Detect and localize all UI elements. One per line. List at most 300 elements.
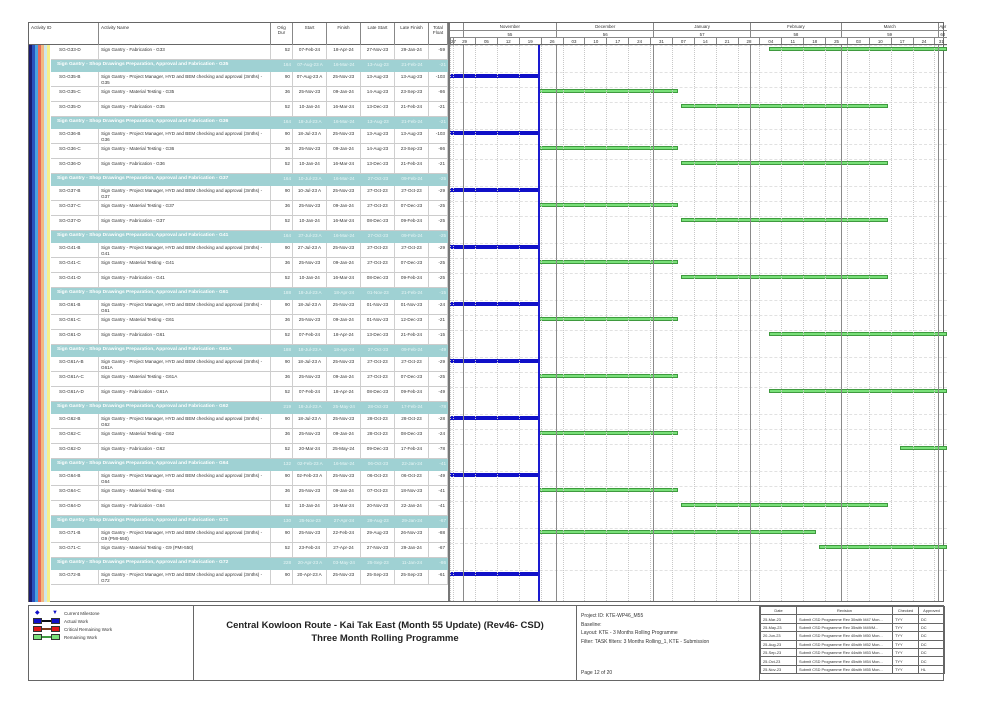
diamond-icon: ◆ bbox=[35, 610, 40, 616]
late-finish: 26-Nov-23 bbox=[395, 528, 429, 542]
late-finish: 09-Feb-24 bbox=[401, 347, 423, 352]
activity-row[interactable] bbox=[51, 129, 448, 144]
orig-dur: 90 bbox=[271, 243, 293, 257]
wbs-group-row[interactable] bbox=[51, 345, 448, 357]
finish-date: 09-Jan-24 bbox=[327, 372, 361, 386]
late-finish: 07-Dec-23 bbox=[395, 201, 429, 215]
timeline-week: 24 bbox=[628, 38, 650, 44]
month-gridline bbox=[841, 45, 842, 601]
remaining-work-bar[interactable] bbox=[538, 146, 679, 150]
gantt-row bbox=[450, 558, 947, 570]
wbs-group-row[interactable] bbox=[51, 60, 448, 72]
activity-row[interactable] bbox=[51, 87, 448, 102]
total-float: -21 bbox=[429, 102, 448, 116]
activity-name: Sign Gantry - Fabrication - G62 bbox=[99, 444, 271, 458]
wbs-group-row[interactable] bbox=[51, 174, 448, 186]
revision-row bbox=[761, 632, 945, 640]
revision-row bbox=[761, 623, 945, 631]
page-number: Page 12 of 20 bbox=[581, 669, 613, 676]
start-date: 18-Jul-23 A bbox=[293, 300, 327, 314]
late-finish: 22-Jan-24 bbox=[401, 461, 423, 466]
start-date: 10-Jan-24 bbox=[293, 102, 327, 116]
late-finish: 21-Feb-24 bbox=[395, 159, 429, 173]
wbs-group-row[interactable] bbox=[51, 402, 448, 414]
finish-date: 25-May-24 bbox=[333, 404, 355, 409]
timeline-week: 29 bbox=[453, 38, 475, 44]
revision-row bbox=[761, 657, 945, 665]
start-date: 18-Jul-23 A bbox=[298, 347, 322, 352]
start-date: 07-Feb-24 bbox=[293, 387, 327, 401]
late-start: 27-Oct-23 bbox=[361, 258, 395, 272]
orig-dur: 90 bbox=[271, 357, 293, 371]
activity-name: Sign Gantry - Project Manager, HYD and BEM checking and approval (3mths) - G64 bbox=[99, 471, 271, 485]
remaining-work-bar[interactable] bbox=[819, 545, 947, 549]
late-finish: 28-Oct-23 bbox=[395, 414, 429, 428]
schedule-sheet bbox=[28, 22, 947, 602]
week-gridline bbox=[563, 45, 564, 601]
total-float: -25 bbox=[429, 201, 448, 215]
total-float: -78 bbox=[439, 404, 446, 409]
milestone-icon bbox=[33, 610, 60, 616]
late-start: 27-Nov-23 bbox=[361, 543, 395, 557]
revision-checked: TYY bbox=[893, 632, 919, 640]
late-finish: 27-Oct-23 bbox=[395, 186, 429, 200]
col-activity-name[interactable]: Activity Name bbox=[99, 23, 271, 45]
col-orig-dur[interactable]: Orig Dur bbox=[271, 23, 293, 45]
total-float: -61 bbox=[429, 570, 448, 584]
late-finish: 06-Oct-23 bbox=[395, 471, 429, 485]
finish-date: 16-Mar-24 bbox=[327, 159, 361, 173]
activity-row[interactable] bbox=[51, 570, 448, 585]
finish-date: 16-Mar-24 bbox=[327, 273, 361, 287]
timeline-week: 26 bbox=[541, 38, 563, 44]
revision-revision: Submit CSD Programme Rev 44with M53 Mon... bbox=[797, 648, 893, 656]
late-start: 25-Sep-23 bbox=[367, 560, 389, 565]
finish-date: 25-May-24 bbox=[327, 444, 361, 458]
activity-row[interactable] bbox=[51, 72, 448, 87]
total-float: -103 bbox=[429, 129, 448, 143]
remaining-work-bar[interactable] bbox=[769, 47, 947, 51]
activity-row[interactable] bbox=[51, 243, 448, 258]
late-finish: 08-Dec-23 bbox=[395, 429, 429, 443]
finish-date: 16-Mar-24 bbox=[333, 233, 355, 238]
remaining-work-bar[interactable] bbox=[538, 530, 816, 534]
timeline-month: December bbox=[556, 23, 653, 30]
timeline-month-number: 56 bbox=[556, 31, 653, 37]
late-start: 13-Dec-23 bbox=[361, 330, 395, 344]
activity-id: SG-G64-C bbox=[51, 486, 99, 500]
late-finish: 13-Aug-23 bbox=[395, 72, 429, 86]
remaining-work-bar[interactable] bbox=[538, 89, 679, 93]
timeline-week: 03 bbox=[847, 38, 869, 44]
late-start: 29-Aug-23 bbox=[367, 518, 389, 523]
late-start: 27-Oct-23 bbox=[361, 201, 395, 215]
gantt-row bbox=[450, 402, 947, 414]
late-start: 01-Nov-23 bbox=[361, 315, 395, 329]
remaining-work-bar[interactable] bbox=[538, 431, 679, 435]
revision-revision: Submit CSD Programme Rev 40with M52 Mon... bbox=[797, 640, 893, 648]
start-date: 10-Jan-24 bbox=[293, 216, 327, 230]
late-finish: 25-Sep-23 bbox=[395, 570, 429, 584]
gantt-row bbox=[450, 429, 947, 444]
timeline-month: January bbox=[653, 23, 750, 30]
remaining-work-bar[interactable] bbox=[681, 161, 887, 165]
activity-name: Sign Gantry - Fabrication - G37 bbox=[99, 216, 271, 230]
orig-dur: 90 bbox=[271, 528, 293, 542]
activity-row[interactable] bbox=[51, 372, 448, 387]
activity-row[interactable] bbox=[51, 444, 448, 459]
revision-approved: DC bbox=[919, 640, 945, 648]
orig-dur: 52 bbox=[271, 330, 293, 344]
week-gridline bbox=[803, 45, 804, 601]
revision-row bbox=[761, 665, 945, 673]
start-date: 10-Jul-23 A bbox=[298, 176, 322, 181]
activity-name: Sign Gantry - Material Testing - G61 bbox=[99, 315, 271, 329]
orig-dur: 90 bbox=[271, 300, 293, 314]
start-date: 25-Nov-23 bbox=[293, 429, 327, 443]
remaining-work-bar[interactable] bbox=[538, 260, 679, 264]
late-start: 27-Oct-23 bbox=[361, 186, 395, 200]
activity-id: SG-G36-C bbox=[51, 144, 99, 158]
activity-row[interactable] bbox=[51, 102, 448, 117]
activity-row[interactable] bbox=[51, 387, 448, 402]
orig-dur: 164 bbox=[283, 176, 291, 181]
remaining-work-bar[interactable] bbox=[538, 317, 679, 321]
activity-name: Sign Gantry - Fabrication - G61A bbox=[99, 387, 271, 401]
total-float: -25 bbox=[429, 372, 448, 386]
col-late-start[interactable]: Late Start bbox=[361, 23, 395, 45]
start-date: 18-Jul-23 A bbox=[293, 129, 327, 143]
legend-label: Actual Work bbox=[64, 618, 89, 624]
total-float: -25 bbox=[439, 233, 446, 238]
wbs-group-row[interactable] bbox=[51, 288, 448, 300]
group-name: Sign Gantry - Shop Drawings Preparation, Approval and Fabrication - G72 bbox=[57, 560, 229, 565]
legend-item bbox=[33, 633, 97, 641]
activity-row[interactable] bbox=[51, 528, 448, 543]
gantt-row bbox=[450, 288, 947, 300]
late-start: 27-Oct-23 bbox=[361, 243, 395, 257]
start-date: 25-Nov-23 bbox=[293, 315, 327, 329]
wbs-group-row[interactable] bbox=[51, 231, 448, 243]
timeline-month-number: 55 bbox=[463, 31, 557, 37]
late-finish: 27-Oct-23 bbox=[395, 357, 429, 371]
orig-dur: 52 bbox=[271, 102, 293, 116]
activity-name: Sign Gantry - Project Manager, HYD and BEM checking and approval (3mths) - G35 bbox=[99, 72, 271, 86]
gantt-row bbox=[450, 258, 947, 273]
week-gridline bbox=[934, 45, 935, 601]
start-date: 18-Jul-23 A bbox=[298, 119, 322, 124]
late-start: 13-Aug-23 bbox=[361, 72, 395, 86]
week-gridline bbox=[519, 45, 520, 601]
finish-date: 09-Jan-24 bbox=[327, 429, 361, 443]
activity-name: Sign Gantry - Material Testing - G9 (PMI-550) bbox=[99, 543, 271, 557]
orig-dur: 36 bbox=[271, 144, 293, 158]
legend bbox=[29, 606, 194, 680]
late-start: 01-Nov-23 bbox=[367, 290, 389, 295]
revision-approved: HL bbox=[919, 665, 945, 673]
late-finish: 29-Jan-24 bbox=[395, 543, 429, 557]
week-gridline bbox=[453, 45, 454, 601]
activity-id: SG-G36-D bbox=[51, 159, 99, 173]
revision-row bbox=[761, 648, 945, 656]
late-start: 01-Nov-23 bbox=[361, 300, 395, 314]
remaining-work-bar[interactable] bbox=[538, 488, 679, 492]
late-start: 20-Nov-23 bbox=[361, 501, 395, 515]
late-finish: 18-Nov-23 bbox=[395, 486, 429, 500]
activity-row[interactable] bbox=[51, 429, 448, 444]
revision-date: 25-Oct-23 bbox=[761, 657, 797, 665]
activity-row[interactable] bbox=[51, 486, 448, 501]
revision-approved: DC bbox=[919, 632, 945, 640]
revision-date: 25-Nov-23 bbox=[761, 665, 797, 673]
total-float: -25 bbox=[429, 273, 448, 287]
layout-name: Layout: KTE - 3 Months Rolling Programme bbox=[581, 630, 678, 636]
activity-row[interactable] bbox=[51, 300, 448, 315]
total-float: -41 bbox=[429, 486, 448, 500]
late-start: 28-Oct-23 bbox=[361, 414, 395, 428]
start-date: 20-Mar-24 bbox=[293, 444, 327, 458]
late-start: 14-Aug-23 bbox=[361, 87, 395, 101]
title-block bbox=[194, 606, 577, 680]
activity-row[interactable] bbox=[51, 201, 448, 216]
late-finish: 09-Feb-24 bbox=[401, 233, 423, 238]
wbs-group-row[interactable] bbox=[51, 516, 448, 528]
col-late-finish[interactable]: Late Finish bbox=[395, 23, 429, 45]
activity-row[interactable] bbox=[51, 330, 448, 345]
total-float: -67 bbox=[439, 518, 446, 523]
critical-work-icon bbox=[33, 626, 60, 632]
timeline-week: 04 bbox=[759, 38, 781, 44]
programme-subtitle: Three Month Rolling Programme bbox=[311, 633, 459, 644]
total-float: -29 bbox=[429, 357, 448, 371]
activity-row[interactable] bbox=[51, 273, 448, 288]
activity-row[interactable] bbox=[51, 144, 448, 159]
start-date: 23-Feb-24 bbox=[293, 543, 327, 557]
start-date: 25-Nov-23 bbox=[293, 486, 327, 500]
remaining-work-bar[interactable] bbox=[681, 218, 887, 222]
gantt-row bbox=[450, 60, 947, 72]
col-total-float[interactable]: Total Float bbox=[429, 23, 448, 45]
revision-approved: DC bbox=[919, 623, 945, 631]
revision-date: 25-May-23 bbox=[761, 623, 797, 631]
late-start: 29-Aug-23 bbox=[361, 528, 395, 542]
orig-dur: 228 bbox=[283, 560, 291, 565]
activity-row[interactable] bbox=[51, 45, 448, 60]
activity-name: Sign Gantry - Material Testing - G64 bbox=[99, 486, 271, 500]
activity-row[interactable] bbox=[51, 159, 448, 174]
finish-date: 18-Apr-24 bbox=[327, 330, 361, 344]
revision-checked: TYY bbox=[893, 623, 919, 631]
activity-row[interactable] bbox=[51, 258, 448, 273]
timeline-month: Apr bbox=[939, 24, 947, 29]
data-date-line bbox=[538, 45, 540, 601]
activity-row[interactable] bbox=[51, 315, 448, 330]
start-date: 10-Jan-24 bbox=[293, 273, 327, 287]
start-date: 20-Apr-23 A bbox=[297, 560, 323, 565]
timeline-week: 03 bbox=[563, 38, 585, 44]
actual-work-icon bbox=[33, 618, 60, 624]
col-finish[interactable]: Finish bbox=[327, 23, 361, 45]
orig-dur: 52 bbox=[271, 216, 293, 230]
activity-id: SG-G41-D bbox=[51, 273, 99, 287]
orig-dur: 36 bbox=[271, 87, 293, 101]
col-activity-id[interactable]: Activity ID bbox=[29, 23, 99, 45]
late-finish: 09-Feb-24 bbox=[395, 216, 429, 230]
start-date: 25-Nov-23 bbox=[293, 87, 327, 101]
start-date: 18-Jul-23 A bbox=[298, 404, 322, 409]
orig-dur: 164 bbox=[283, 233, 291, 238]
start-date: 25-Nov-23 bbox=[293, 258, 327, 272]
revision-checked: TYY bbox=[893, 657, 919, 665]
timeline-week: 21 bbox=[716, 38, 738, 44]
total-float: -28 bbox=[429, 414, 448, 428]
activity-id: SG-G35-D bbox=[51, 102, 99, 116]
gantt-row bbox=[450, 486, 947, 501]
remaining-work-bar[interactable] bbox=[769, 332, 947, 336]
finish-date: 25-Nov-23 bbox=[327, 471, 361, 485]
timeline-month-numbers bbox=[450, 31, 947, 38]
activity-name: Sign Gantry - Material Testing - G37 bbox=[99, 201, 271, 215]
late-start: 06-Oct-23 bbox=[367, 461, 389, 466]
total-float: -41 bbox=[429, 501, 448, 515]
finish-date: 16-Mar-24 bbox=[333, 62, 355, 67]
revision-revision: Submit CSD Programme Rev 30with M47 Mon... bbox=[797, 615, 893, 623]
start-date: 07-Feb-24 bbox=[293, 330, 327, 344]
wbs-group-row[interactable] bbox=[51, 117, 448, 129]
project-id: Project ID: KTE-WP46_M55 bbox=[581, 613, 644, 619]
week-gridline bbox=[475, 45, 476, 601]
late-finish: 09-Feb-24 bbox=[395, 273, 429, 287]
finish-date: 09-Jan-24 bbox=[327, 486, 361, 500]
remaining-work-bar[interactable] bbox=[538, 374, 679, 378]
col-start[interactable]: Start bbox=[293, 23, 327, 45]
orig-dur: 90 bbox=[271, 471, 293, 485]
gantt-row bbox=[450, 117, 947, 129]
finish-date: 16-Mar-24 bbox=[333, 461, 355, 466]
activity-row[interactable] bbox=[51, 543, 448, 558]
orig-dur: 164 bbox=[283, 119, 291, 124]
total-float: -15 bbox=[439, 290, 446, 295]
late-finish: 09-Feb-24 bbox=[395, 387, 429, 401]
orig-dur: 219 bbox=[283, 404, 291, 409]
activity-row[interactable] bbox=[51, 501, 448, 516]
group-name: Sign Gantry - Shop Drawings Preparation, Approval and Fabrication - G62 bbox=[57, 404, 229, 409]
orig-dur: 130 bbox=[283, 518, 291, 523]
activity-id: SG-G61A-C bbox=[51, 372, 99, 386]
activity-row[interactable] bbox=[51, 357, 448, 372]
orig-dur: 36 bbox=[271, 315, 293, 329]
activity-id: SG-G62-D bbox=[51, 444, 99, 458]
total-float: -88 bbox=[429, 528, 448, 542]
start-date: 25-Nov-23 bbox=[293, 528, 327, 542]
total-float: -49 bbox=[429, 387, 448, 401]
timeline-week: 14 bbox=[694, 38, 716, 44]
activity-id: SG-G37-B bbox=[51, 186, 99, 200]
baseline: Baseline: bbox=[581, 621, 602, 628]
total-float: -15 bbox=[429, 330, 448, 344]
late-start: 28-Oct-23 bbox=[361, 429, 395, 443]
total-float: -59 bbox=[429, 45, 448, 59]
legend-label: Critical Remaining Work bbox=[64, 626, 113, 632]
timeline-month-number: 60 bbox=[938, 31, 947, 37]
finish-date: 25-Nov-23 bbox=[327, 129, 361, 143]
activity-row[interactable] bbox=[51, 471, 448, 486]
rev-header-date: Date bbox=[761, 607, 797, 615]
revision-date: 20-Jun-23 bbox=[761, 632, 797, 640]
rev-header-checked: Checked bbox=[893, 607, 919, 615]
revision-revision: Submit CSD Programme Rev 40with M50 Mon... bbox=[797, 632, 893, 640]
activity-row[interactable] bbox=[51, 186, 448, 201]
week-gridline bbox=[738, 45, 739, 601]
finish-date: 18-Apr-24 bbox=[327, 45, 361, 59]
activity-id: SG-G35-B bbox=[51, 72, 99, 86]
finish-date: 27-Apr-24 bbox=[327, 543, 361, 557]
legend-item bbox=[33, 617, 88, 625]
late-start: 13-Dec-23 bbox=[361, 159, 395, 173]
orig-dur: 36 bbox=[271, 201, 293, 215]
week-gridline bbox=[450, 45, 451, 601]
finish-date: 18-Apr-24 bbox=[333, 290, 355, 295]
late-start: 27-Oct-23 bbox=[367, 347, 389, 352]
late-start: 14-Aug-23 bbox=[361, 144, 395, 158]
activity-name: Sign Gantry - Material Testing - G41 bbox=[99, 258, 271, 272]
total-float: -86 bbox=[429, 87, 448, 101]
wbs-color-strip bbox=[29, 45, 51, 602]
week-gridline bbox=[694, 45, 695, 601]
orig-dur: 132 bbox=[283, 461, 291, 466]
remaining-work-bar[interactable] bbox=[681, 503, 887, 507]
wbs-group-row[interactable] bbox=[51, 558, 448, 570]
late-start: 08-Dec-23 bbox=[361, 387, 395, 401]
remaining-work-bar[interactable] bbox=[769, 389, 947, 393]
total-float: -24 bbox=[429, 429, 448, 443]
activity-name: Sign Gantry - Fabrication - G35 bbox=[99, 102, 271, 116]
activity-id: SG-G61-C bbox=[51, 315, 99, 329]
total-float: -86 bbox=[429, 144, 448, 158]
orig-dur: 52 bbox=[271, 159, 293, 173]
activity-name: Sign Gantry - Fabrication - G41 bbox=[99, 273, 271, 287]
wbs-group-row[interactable] bbox=[51, 459, 448, 471]
week-gridline bbox=[759, 45, 760, 601]
remaining-work-bar[interactable] bbox=[681, 275, 887, 279]
timeline-week: 19 bbox=[519, 38, 541, 44]
late-finish: 09-Feb-24 bbox=[401, 176, 423, 181]
activity-row[interactable] bbox=[51, 414, 448, 429]
activity-id: SG-G64-D bbox=[51, 501, 99, 515]
start-date: 25-Nov-23 bbox=[293, 372, 327, 386]
activity-id: SG-G64-B bbox=[51, 471, 99, 485]
late-start: 06-Oct-23 bbox=[361, 471, 395, 485]
late-finish: 21-Feb-24 bbox=[401, 119, 423, 124]
late-finish: 01-Nov-23 bbox=[395, 300, 429, 314]
remaining-work-bar[interactable] bbox=[538, 203, 679, 207]
orig-dur: 52 bbox=[271, 273, 293, 287]
activity-id: SG-G37-D bbox=[51, 216, 99, 230]
remaining-work-bar[interactable] bbox=[900, 446, 947, 450]
finish-date: 03-May-24 bbox=[333, 560, 355, 565]
start-date: 10-Jul-23 A bbox=[293, 186, 327, 200]
activity-id: SG-G61-B bbox=[51, 300, 99, 314]
week-gridline bbox=[606, 45, 607, 601]
activity-name: Sign Gantry - Fabrication - G33 bbox=[99, 45, 271, 59]
gantt-row bbox=[450, 231, 947, 243]
start-date: 25-Nov-23 bbox=[293, 201, 327, 215]
gantt-row bbox=[450, 372, 947, 387]
activity-id: SG-G62-C bbox=[51, 429, 99, 443]
finish-date: 25-Nov-23 bbox=[327, 357, 361, 371]
remaining-work-bar[interactable] bbox=[681, 104, 887, 108]
activity-row[interactable] bbox=[51, 216, 448, 231]
